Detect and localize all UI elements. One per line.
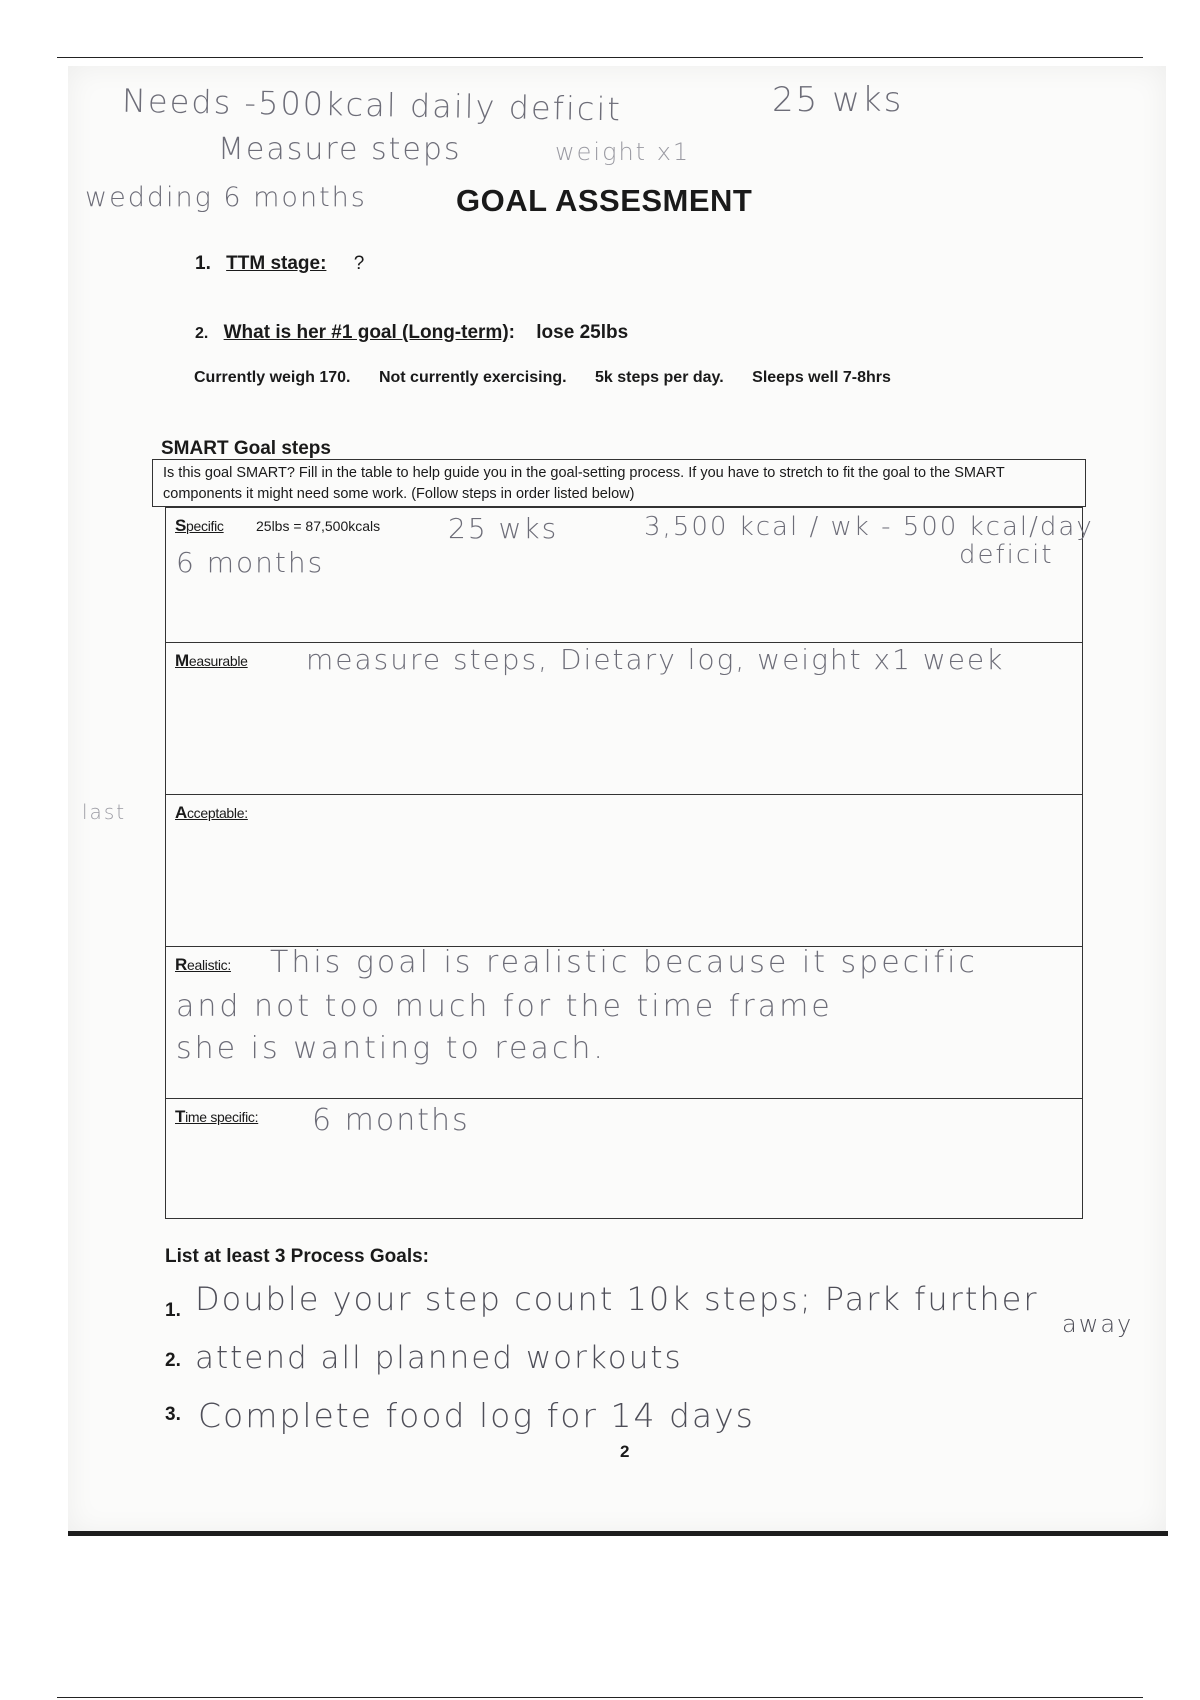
realistic-hw-line1: This goal is realistic because it specific [270, 945, 978, 980]
row-label-time: Time specific: [175, 1107, 259, 1126]
client-facts [194, 369, 915, 387]
row-label-realistic: Realistic: [175, 955, 231, 974]
page-number: 2 [620, 1442, 630, 1461]
question-ttm [195, 253, 364, 275]
margin-note-weight: weight x1 [555, 138, 691, 166]
measurable-hw-text: measure steps, Dietary log, weight x1 week [306, 643, 1005, 676]
process-goal-1-extra: away [1062, 1310, 1134, 1338]
question-colon: : [508, 322, 515, 343]
process-goal-1: Double your step count 10k steps; Park further [195, 1280, 1039, 1318]
process-goal-number: 1. [165, 1300, 181, 1321]
process-goals-heading: List at least 3 Process Goals: [165, 1246, 430, 1267]
page-title: GOAL ASSESMENT [456, 183, 753, 218]
margin-note-last: last [82, 800, 127, 824]
margin-note-deficit: Needs -500kcal daily deficit [121, 81, 623, 129]
process-goal-number: 3. [165, 1404, 181, 1425]
smart-row-time [166, 1098, 1082, 1221]
question-number: 1. [195, 253, 211, 274]
top-rule [57, 57, 1143, 58]
row-label-acceptable: Acceptable: [175, 803, 248, 822]
smart-instructions: Is this goal SMART? Fill in the table to help guide you in the goal-setting process. If you have to stretch to fit the goal to the SMART components it might need some work. (Follow steps in order listed below) [152, 459, 1086, 507]
row-label-measurable: Measurable [175, 651, 248, 670]
margin-note-weeks: 25 wks [772, 80, 904, 120]
question-label: What is her #1 goal (Long-term) [223, 322, 509, 343]
smart-row-acceptable [166, 794, 1082, 947]
specific-hw-deficit: deficit [959, 540, 1054, 570]
question-number: 2. [195, 325, 209, 342]
margin-note-wedding: wedding 6 months [85, 182, 367, 213]
specific-printed-value: 25lbs = 87,500kcals [256, 518, 381, 534]
specific-hw-weeks: 25 wks [448, 512, 559, 545]
question-label: TTM stage: [226, 253, 327, 274]
realistic-hw-line3: she is wanting to reach. [176, 1031, 606, 1066]
time-hw-text: 6 months [312, 1103, 470, 1138]
page-edge-shadow [68, 1531, 1168, 1536]
smart-table [165, 507, 1094, 1219]
fact-steps: 5k steps per day. [595, 369, 724, 386]
process-goal-3: Complete food log for 14 days [198, 1396, 755, 1435]
question-long-term-goal [195, 322, 628, 344]
smart-heading: SMART Goal steps [161, 438, 331, 459]
smart-row-specific [166, 508, 1094, 642]
process-goal-number: 2. [165, 1350, 181, 1371]
process-goal-2: attend all planned workouts [195, 1340, 683, 1376]
row-label-specific: Specific [175, 516, 224, 535]
question-answer: ? [353, 253, 365, 274]
margin-note-steps: Measure steps [218, 132, 462, 167]
smart-row-realistic [166, 946, 1082, 1099]
specific-hw-months: 6 months [176, 546, 325, 579]
specific-hw-kcal: 3,500 kcal / wk - 500 kcal/day [644, 512, 1094, 542]
fact-sleep: Sleeps well 7-8hrs [752, 369, 891, 386]
fact-exercise: Not currently exercising. [378, 369, 567, 386]
smart-row-measurable [166, 642, 1082, 795]
question-answer: lose 25lbs [536, 322, 629, 343]
fact-weight: Currently weigh 170. [194, 369, 351, 386]
realistic-hw-line2: and not too much for the time frame [176, 989, 833, 1024]
bottom-rule [57, 1697, 1143, 1698]
